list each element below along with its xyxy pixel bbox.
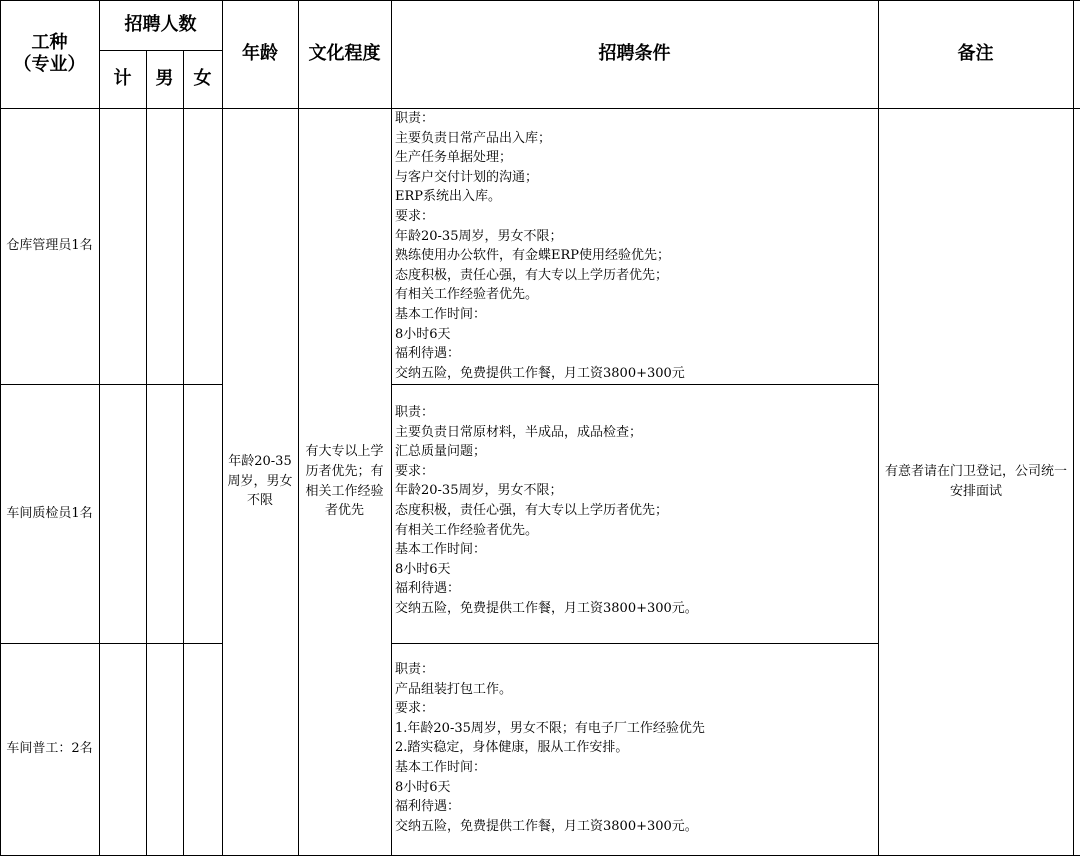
table-bottom-border [0,855,1080,856]
header-job-type-line1: 工种 [31,32,68,53]
condition-line: 福利待遇： [395,346,461,362]
condition-line: 交纳五险，免费提供工作餐，月工资3800+300元 [395,365,685,381]
col-line-age [298,0,299,856]
condition-line: 熟练使用办公软件，有金蝶ERP使用经验优先； [395,248,671,264]
job-cell-inspector: 车间质检员1名 [6,505,93,521]
condition-line: 要求： [395,208,435,224]
condition-line: 要求： [395,701,435,717]
condition-line: 8小时6天 [395,561,451,577]
age-merged-cell: 年龄20-35周岁，男女不限 [227,454,293,509]
col-line-male [183,50,184,856]
col-line-female [222,0,223,856]
col-line-remarks [1073,0,1074,856]
condition-line: 有相关工作经验者优先。 [395,522,539,538]
condition-line: 汇总质量问题； [395,444,487,460]
job-cell-warehouse: 仓库管理员1名 [6,238,93,254]
condition-line: 基本工作时间： [395,759,487,775]
header-headcount: 招聘人数 [124,14,197,35]
header-male: 男 [155,68,174,89]
condition-line: 有相关工作经验者优先。 [395,287,539,303]
condition-line: 职责： [395,111,435,126]
header-total: 计 [113,68,132,89]
job-cell-worker: 车间普工：2名 [6,741,93,757]
condition-line: 基本工作时间： [395,542,487,558]
condition-line: 年龄20-35周岁，男女不限； [395,228,563,244]
row1-bottom-cond [391,384,878,385]
condition-line: 基本工作时间： [395,306,487,322]
condition-line: 态度积极，责任心强，有大专以上学历者优先； [395,502,669,518]
condition-line: 生产任务单据处理； [395,150,513,166]
col-line-total [146,50,147,856]
conditions-cell-worker [391,660,878,855]
condition-line: 职责： [395,405,435,420]
condition-line: 职责： [395,662,435,677]
header-female: 女 [193,68,212,89]
row2-bottom-cond [391,643,878,644]
condition-line: 交纳五险，免费提供工作餐，月工资3800+300元。 [395,818,698,834]
condition-line: 1.年龄20-35周岁，男女不限；有电子厂工作经验优先 [395,720,705,736]
header-job-type-line2: （专业） [13,54,86,75]
condition-line: 福利待遇： [395,581,461,597]
condition-line: ERP系统出入库。 [395,189,502,205]
col-line-conditions [878,0,879,856]
header-age: 年龄 [242,43,278,64]
condition-line: 与客户交付计划的沟通； [395,169,539,185]
remarks-merged-cell: 有意者请在门卫登记，公司统一安排面试 [884,463,1067,499]
condition-line: 产品组装打包工作。 [395,681,513,697]
conditions-cell-inspector [391,403,878,643]
col-line-job [99,0,100,856]
condition-line: 交纳五险，免费提供工作餐，月工资3800+300元。 [395,600,698,616]
condition-line: 要求： [395,463,435,479]
condition-line: 2.踏实稳定，身体健康，服从工作安排。 [395,740,629,756]
condition-line: 主要负责日常产品出入库； [395,130,552,146]
condition-line: 8小时6天 [395,779,451,795]
header-education: 文化程度 [308,43,381,64]
header-requirements: 招聘条件 [598,43,671,64]
condition-line: 8小时6天 [395,326,451,342]
condition-line: 年龄20-35周岁，男女不限； [395,483,563,499]
education-merged-cell: 有大专以上学历者优先；有相关工作经验者优先 [305,444,384,519]
table-left-border [0,0,1,856]
header-remarks: 备注 [957,43,994,64]
header-job-type [0,0,99,108]
condition-line: 主要负责日常原材料，半成品，成品检查； [395,424,643,440]
condition-line: 态度积极，责任心强，有大专以上学历者优先； [395,267,669,283]
conditions-cell-warehouse [391,109,878,384]
condition-line: 福利待遇： [395,799,461,815]
